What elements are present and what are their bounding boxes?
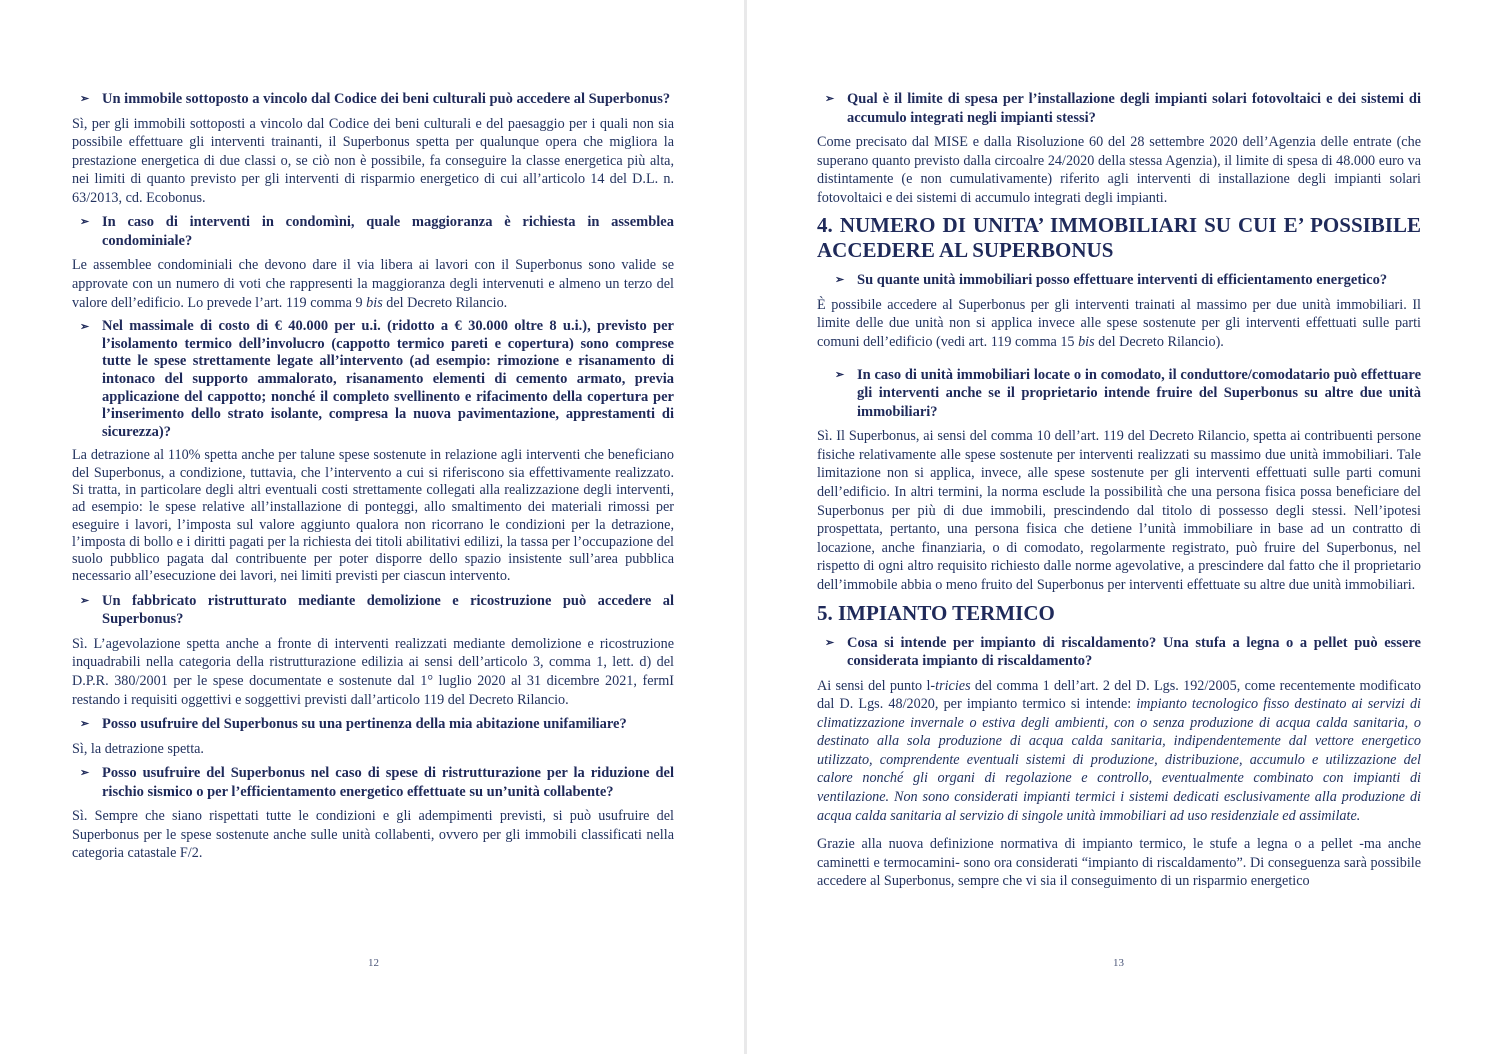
answer-text-part: È possibile accedere al Superbonus per gli interventi trainati al massimo per due unità immobiliari. Il limite delle due unità non si applica invece alle spese sostenute per gli interventi effettuati sulle parti comuni dell’edificio (vedi art. 119 comma 15	[817, 296, 1421, 351]
bullet-arrow-icon: ➢	[80, 321, 90, 334]
section-heading: 4. NUMERO DI UNITA’ IMMOBILIARI SU CUI E’ POSSIBILE ACCEDERE AL SUPERBONUS	[817, 213, 1421, 263]
bullet-arrow-icon: ➢	[825, 93, 835, 105]
bullet-arrow-icon: ➢	[80, 718, 90, 731]
answer-text-part: del Decreto Rilancio).	[1094, 334, 1224, 351]
faq-question	[72, 318, 674, 441]
question-text: Su quante unità immobiliari posso effettuare interventi di efficientamento energetico?	[857, 272, 1388, 289]
bullet-arrow-icon: ➢	[825, 636, 835, 649]
answer-text	[817, 677, 1421, 826]
faq-question	[817, 90, 1421, 127]
faq-question	[72, 90, 674, 109]
answer-italic: bis	[366, 294, 383, 311]
page-12	[0, 0, 744, 1054]
answer-text: Sì. Sempre che siano rispettati tutte le condizioni e gli adempimenti previsti, si può usufruire del Superbonus per le spese sostenute anche sulle unità collabenti, ovvero per gli immobili classificati nella categoria catastale F/2.	[72, 808, 674, 862]
answer-text	[817, 296, 1421, 352]
bullet-arrow-icon: ➢	[80, 594, 90, 607]
answer-italic: tricies	[935, 677, 971, 694]
answer-text: Grazie alla nuova definizione normativa di impianto termico, le stufe a legna o a pellet -ma anche caminetti e termocamini- sono ora considerati “impianto di riscaldamento”. Di conseguenza sarà possibile accedere al Superbonus, sempre che vi sia il conseguimento di un risparmio energetico	[817, 836, 1421, 890]
answer-text: Sì. Il Superbonus, ai sensi del comma 10 dell’art. 119 del Decreto Rilancio, spetta ai contribuenti persone fisiche relativamente alle spese sostenute per interventi realizzati su massimo due unità immobiliari. Tale limitazione non si applica, invece, alle spese sostenute per gli interventi effettuati sulle parti comuni dell’edificio. In altri termini, la norma esclude la possibilità che una persona fisica possa beneficiare del Superbonus per più di due immobili, prescindendo dal titolo di possesso degli stessi. Nell’ipotesi prospettata, pertanto, una persona fisica che detiene l’unità immobiliare in base ad un contratto di locazione, anche finanziaria, o di comodato, regolarmente registrato, può fruire del Superbonus, nel rispetto di ogni altro requisito richiesto dalle norme agevolative, a prescindere dal fatto che il proprietario dell’immobile abbia o meno fruito del Superbonus per interventi effettuate su altre due unità immobiliari.	[817, 428, 1421, 593]
answer-text-part: del comma 1 dell’art. 2 del D. Lgs. 192/2005, come recentemente modificato dal D. Lgs. 48/2020, per impianto termico si intende:	[817, 677, 1421, 713]
page-12-content	[72, 90, 674, 869]
faq-question	[72, 592, 674, 629]
question-text: Un fabbricato ristrutturato mediante demolizione e ricostruzione può accedere al Superbonus?	[102, 592, 674, 628]
faq-question	[72, 213, 674, 250]
question-text: Posso usufruire del Superbonus nel caso di spese di ristrutturazione per la riduzione del rischio sismico o per l’efficientamento energetico effettuate su un’unità collabente?	[102, 765, 674, 800]
bullet-arrow-icon: ➢	[80, 93, 90, 105]
page-13	[747, 0, 1494, 1054]
answer-text-part: Le assemblee condominiali che devono dare il via libera ai lavori con il Superbonus sono valide se approvate con un numero di voti che rappresenti la maggioranza degli intervenuti e almeno un terzo del valore dell’edificio. Lo prevede l’art. 119 comma 9	[72, 257, 674, 311]
page-number: 12	[368, 957, 379, 969]
answer-text: Sì, per gli immobili sottoposti a vincolo dal Codice dei beni culturali e del paesaggio per i quali non sia possibile effettuare gli interventi trainanti, il Superbonus spetta per qualunque opera che migliora la prestazione energetica di due classi o, se ciò non è possibile, fa conseguire la classe energetica più alta, nei limiti di quanto previsto per gli interventi di risparmio energetico di cui all’articolo 14 del D.L. n. 63/2013, cd. Ecobonus.	[72, 115, 674, 206]
question-text: Cosa si intende per impianto di riscaldamento? Una stufa a legna o a pellet può essere considerata impianto di riscaldamento?	[847, 634, 1421, 669]
question-text: Qual è il limite di spesa per l’installazione degli impianti solari fotovoltaici e dei sistemi di accumulo integrati negli impianti stessi?	[847, 91, 1421, 126]
question-text: Nel massimale di costo di € 40.000 per u.i. (ridotto a € 30.000 oltre 8 u.i.), previsto per l’isolamento termico dell’involucro (cappotto termico pareti e copertura) sono comprese tutte le spese strettamente legate all’intervento (ad esempio: rimozione e risanamento di intonaco del supporto ammalorato, risanamento elementi di cemento armato, previa applicazione del cappotto; nonché il completo svellinento e rifacimento della copertura per l’inserimento dello strato isolante, compresa la nuova pavimentazione, apprestamenti di sicurezza)?	[102, 318, 674, 440]
bullet-arrow-icon: ➢	[835, 274, 845, 287]
answer-text-part: del Decreto Rilancio.	[382, 294, 508, 311]
answer-text	[72, 256, 674, 312]
bullet-arrow-icon: ➢	[80, 216, 90, 229]
faq-question	[827, 366, 1421, 422]
faq-question	[72, 715, 674, 734]
bullet-arrow-icon: ➢	[80, 767, 90, 780]
answer-text: La detrazione al 110% spetta anche per talune spese sostenute in relazione agli interventi che beneficiano del Superbonus, a condizione, tuttavia, che l’intervento a cui si riferiscono sia effettivamente realizzato. Si tratta, in particolare degli altri eventuali costi strettamente collegati alla realizzazione degli interventi, ad esempio: le spese relative all’installazione di ponteggi, allo smaltimento dei materiali rimossi per eseguire i lavori, l’imposta sul valore aggiunto qualora non ricorrano le condizioni per la detrazione, l’imposta di bollo e i diritti pagati per la richiesta dei titoli abilitativi edilizi, la tassa per l’occupazione del suolo pubblico pagata dal contribuente per poter disporre dello spazio insistente sull’area pubblica necessario all’esecuzione dei lavori, nei limiti previsti per ciascun intervento.	[72, 447, 674, 585]
faq-question	[817, 634, 1421, 671]
answer-text: Sì, la detrazione spetta.	[72, 740, 204, 757]
question-text: In caso di unità immobiliari locate o in comodato, il conduttore/comodatario può effettuare gli interventi anche se il proprietario intende fruire del Superbonus su altre due unità immobiliari?	[857, 366, 1421, 420]
section-heading: 5. IMPIANTO TERMICO	[817, 600, 1055, 625]
bullet-arrow-icon: ➢	[835, 368, 845, 381]
question-text: Un immobile sottoposto a vincolo dal Codice dei beni culturali può accedere al Superbonus?	[102, 91, 671, 107]
answer-text: Come precisato dal MISE e dalla Risoluzione 60 del 28 settembre 2020 dell’Agenzia delle entrate (che superano quanto previsto dalla circoalre 24/2020 della stessa Agenzia), il limite di spesa di 48.000 euro va distintamente (e non cumulativamente) riferito agli interventi di installazione degli impianti solari fotovoltaici e dei sistemi di accumulo integrati degli impianti.	[817, 134, 1421, 206]
answer-text-part: Ai sensi del punto l-	[817, 677, 936, 694]
question-text: Posso usufruire del Superbonus su una pertinenza della mia abitazione unifamiliare?	[102, 716, 627, 733]
page-number: 13	[1113, 957, 1124, 969]
question-text: In caso di interventi in condomìni, quale maggioranza è richiesta in assemblea condominiale?	[102, 214, 674, 249]
faq-question	[827, 271, 1421, 290]
answer-italic: bis	[1078, 334, 1095, 351]
faq-question	[72, 764, 674, 801]
answer-italic: impianto tecnologico fisso destinato ai servizi di climatizzazione invernale o estiva degli ambienti, con o senza produzione di acqua calda sanitaria, o destinato alla sola produzione di acqua calda sanitaria, indipendentemente dal vettore energetico utilizzato, comprendente eventuali sistemi di produzione, distribuzione, accumulo e utilizzazione del calore nonché gli organi di regolazione e controllo, eventualmente combinato con impianti di ventilazione. Non sono considerati impianti termici i sistemi dedicati esclusivamente alla produzione di acqua calda sanitaria al servizio di singole unità immobiliari ad uso residenziale ed assimilate.	[817, 696, 1421, 824]
page-13-content	[817, 90, 1421, 897]
answer-text: Sì. L’agevolazione spetta anche a fronte di interventi realizzati mediante demolizione e ricostruzione inquadrabili nella categoria della ristrutturazione edilizia ai sensi dell’articolo 3, comma 1, lett. d) del D.P.R. 380/2001 per le spese documentate e sostenute dal 1° luglio 2020 al 31 dicembre 2021, fermI restando i requisiti oggettivi e soggettivi previsti dall’articolo 119 del Decreto Rilancio.	[72, 635, 674, 708]
